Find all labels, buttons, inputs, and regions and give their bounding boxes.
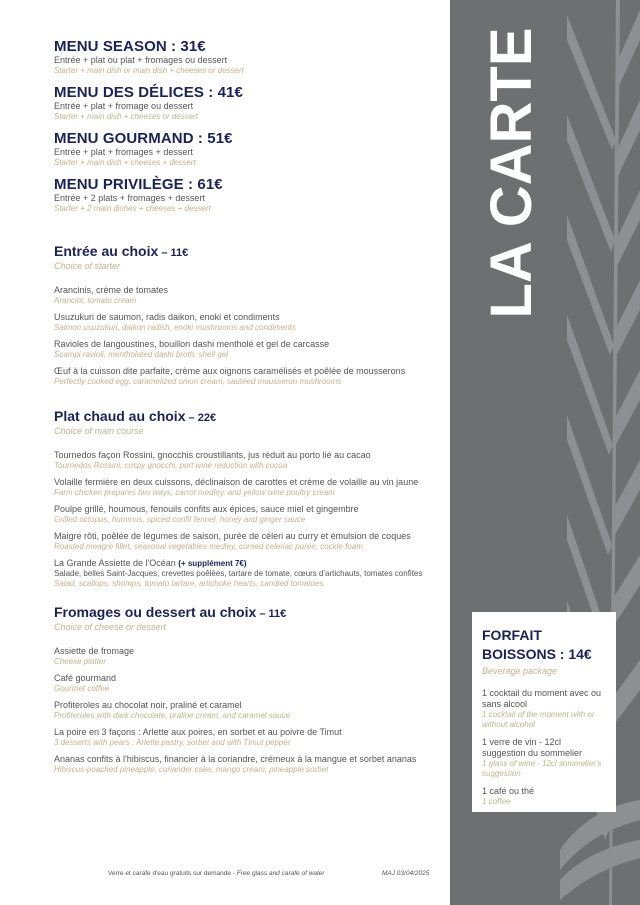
footer-water-note [108, 870, 325, 877]
dish-item [54, 366, 444, 387]
dish-item [54, 673, 444, 694]
set-menus [54, 38, 434, 222]
beverage-title-line1: FORFAIT [482, 627, 542, 643]
dish-name-en: Roasted meagre fillet, seasonal vegetables medley, curried celeriac purée, cockle foam [54, 542, 363, 551]
section-title [54, 408, 444, 426]
dish-name-fr [54, 558, 444, 569]
section-title-text: Entrée au choix [54, 243, 159, 259]
dish-item [54, 450, 444, 471]
beverage-item [482, 688, 606, 730]
dish-name-fr: Poulpe grillé, houmous, fenouils confits aux épices, sauce miel et gingembre [54, 504, 359, 514]
la-carte-title-text: LA CARTE [479, 27, 544, 319]
dish-name-text: La Grande Assiette de l'Océan [54, 558, 179, 568]
section-mains [54, 408, 444, 595]
dish-name-fr: Volaille fermière en deux cuissons, déclinaison de carottes et crème de volaille au vin jaune [54, 477, 419, 487]
section-subtitle: Choice of cheese or dessert [54, 622, 167, 632]
beverage-item [482, 737, 606, 779]
menu-gourmand [54, 130, 434, 168]
dish-item [54, 531, 444, 552]
dish-item-ocean-platter [54, 558, 444, 589]
section-price: – 11€ [256, 608, 287, 620]
menu-description-en: Starter + 2 main dishes + cheeses + dessert [54, 204, 211, 213]
section-price: – 11€ [158, 247, 189, 259]
beverage-package-title [482, 626, 606, 664]
dish-name-en: 3 desserts with pears : Arlette pastry, sorbet and with Timut pepper [54, 738, 291, 747]
beverage-item-fr: 1 cocktail du moment avec ou sans alcool [482, 688, 602, 709]
dish-item [54, 312, 444, 333]
menu-privilege [54, 176, 434, 214]
menu-description-fr: Entrée + plat + fromage ou dessert [54, 101, 194, 111]
dish-ingredients-fr: Salade, belles Saint-Jacques, crevettes poêlées, tartare de tomate, cœurs d'artichauts, tomates confites [54, 569, 423, 578]
dish-name-en: Farm chicken prepares two ways, carrot medley, and yellow wine poultry cream [54, 488, 335, 497]
dish-name-en: Gourmet coffee [54, 684, 110, 693]
menu-delices [54, 84, 434, 122]
dish-name-fr: Ravioles de langoustines, bouillon dashi mentholé et gel de carcasse [54, 339, 330, 349]
section-subtitle: Choice of starter [54, 261, 121, 271]
footer-note-en: Free glass and carafe of water [236, 870, 325, 877]
beverage-item-fr: 1 verre de vin - 12cl suggestion du sommelier [482, 737, 583, 758]
section-title [54, 243, 444, 261]
dish-item [54, 285, 444, 306]
dish-name-en: Perfectly cooked egg, caramelized onion cream, sautéed mousseron mushrooms [54, 377, 342, 386]
menu-title: MENU DES DÉLICES : 41€ [54, 84, 243, 101]
dish-name-en: Scampi ravioli, mentholated dashi broth, shell gel [54, 350, 228, 359]
la-carte-title [472, 27, 552, 319]
menu-description-fr: Entrée + 2 plats + fromages + dessert [54, 193, 205, 203]
beverage-title-line2: BOISSONS : 14€ [482, 646, 592, 662]
beverage-package-subtitle: Beverage package [482, 666, 558, 676]
dish-name-fr: Assiette de fromage [54, 646, 135, 656]
section-desserts [54, 604, 444, 781]
menu-season [54, 38, 434, 76]
section-title-text: Fromages ou dessert au choix [54, 604, 257, 620]
beverage-package-card [472, 612, 616, 812]
dish-name-en: Profiteroles with dark chocolate, praline cream, and caramel sauce [54, 711, 291, 720]
dish-name-fr: La poire en 3 façons : Arlette aux poires, en sorbet et au poivre de Timut [54, 727, 342, 737]
dish-name-fr: Tournedos façon Rossini, gnocchis croustillants, jus réduit au porto lié au cacao [54, 450, 371, 460]
dish-item [54, 504, 444, 525]
dish-item [54, 727, 444, 748]
beverage-item [482, 786, 606, 807]
dish-name-en: Cheese platter [54, 657, 107, 666]
section-title [54, 604, 444, 622]
beverage-item-en: 1 cocktail of the moment with or without alcohol [482, 710, 595, 729]
section-price: – 22€ [185, 412, 217, 424]
beverage-item-en: 1 glass of wine - 12cl sommelier's suggestion [482, 759, 602, 778]
section-subtitle: Choice of main course [54, 426, 144, 436]
dish-name-fr: Café gourmand [54, 673, 117, 683]
dish-name-fr: Ananas confits à l'hibiscus, financier à la coriandre, crémeux à la mangue et sorbet ananas [54, 754, 417, 764]
dish-name-fr: Œuf à la cuisson dite parfaite, crème aux oignons caramélisés et poêlée de mousserons [54, 366, 406, 376]
footer-note-fr: Verre et carafe d'eau gratuits sur demande - [108, 870, 237, 877]
dish-name-fr: Arancinis, crème de tomates [54, 285, 169, 295]
dish-item [54, 339, 444, 360]
beverage-item-fr: 1 café ou thé [482, 786, 535, 796]
beverage-item-en: 1 coffee [482, 797, 511, 806]
dish-item [54, 754, 444, 775]
section-title-text: Plat chaud au choix [54, 408, 186, 424]
dish-name-en: Arancini, tomato cream [54, 296, 137, 305]
menu-title: MENU GOURMAND : 51€ [54, 130, 233, 147]
dish-name-en: Hibiscus-poached pineapple, coriander cake, mango cream, pineapple sorbet [54, 765, 329, 774]
menu-title: MENU PRIVILÈGE : 61€ [54, 176, 223, 193]
dish-name-en: Salmon usuzukuri, daikon radish, enoki mushrooms and condiments [54, 323, 296, 332]
menu-title: MENU SEASON : 31€ [54, 38, 206, 55]
dish-name-en: Salad, scallops, shrimps, tomato tartare, artichoke hearts, candied tomatoes [54, 579, 324, 588]
update-date: MAJ 03/04/2025 [382, 870, 430, 877]
menu-description-en: Starter + main dish + cheeses or dessert [54, 112, 199, 121]
menu-description-en: Starter + main dish + cheeses + dessert [54, 158, 196, 167]
dish-name-en: Tournedos Rossini, crispy gnocchi, port wine reduction with cocoa [54, 461, 288, 470]
supplement-badge: (+ supplément 7€) [178, 559, 247, 568]
dish-name-fr: Profiteroles au chocolat noir, praliné et caramel [54, 700, 242, 710]
dish-name-fr: Maigre rôti, poêlée de légumes de saison, purée de céleri au curry et émulsion de coques [54, 531, 411, 541]
dish-item [54, 646, 444, 667]
section-starters [54, 243, 444, 393]
dish-name-en: Grilled octopus, hummus, spiced confit fennel, honey and ginger sauce [54, 515, 306, 524]
menu-description-fr: Entrée + plat + fromages + dessert [54, 147, 193, 157]
dish-name-fr: Usuzukuri de saumon, radis daikon, enoki et condiments [54, 312, 280, 322]
menu-description-en: Starter + main dish or main dish + cheeses or dessert [54, 66, 244, 75]
dish-item [54, 700, 444, 721]
menu-description-fr: Entrée + plat ou plat + fromages ou dessert [54, 55, 228, 65]
dish-item [54, 477, 444, 498]
